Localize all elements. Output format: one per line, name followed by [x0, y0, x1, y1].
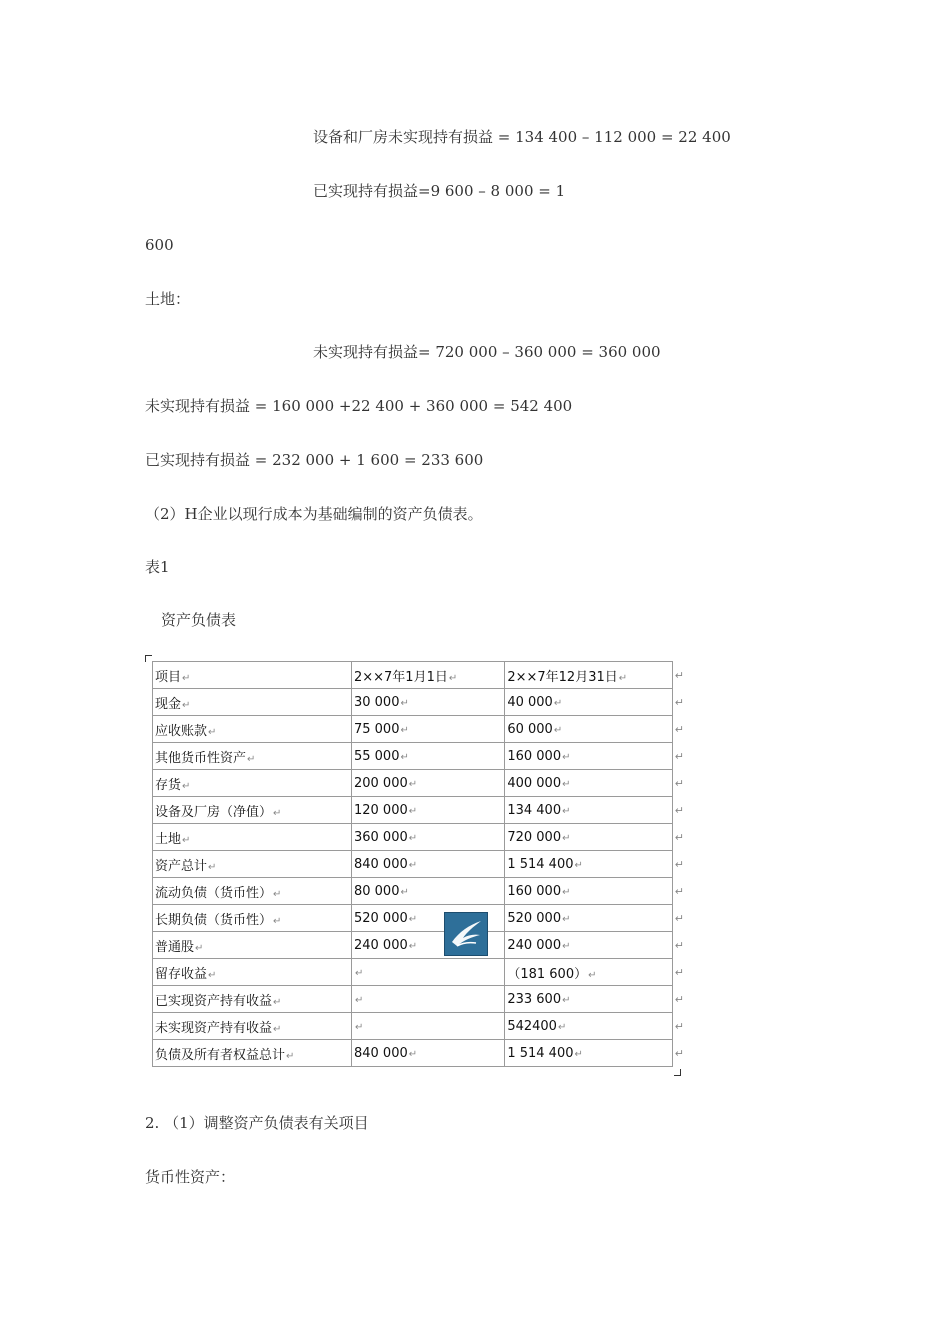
table-cell [153, 1040, 352, 1067]
paragraph-mark-icon: ↵ [562, 913, 571, 925]
table-header-cell [505, 662, 672, 689]
row-end-mark-icon: ↵ [674, 884, 684, 898]
row-end-mark-icon: ↵ [674, 992, 684, 1006]
table-cell [153, 743, 352, 770]
paragraph-mark-icon: ↵ [208, 726, 217, 738]
table-cell [505, 743, 672, 770]
table-row [153, 905, 687, 932]
paragraph-mark-icon: ↵ [273, 915, 282, 927]
table-cell [505, 824, 672, 851]
paragraph-mark-icon: ↵ [562, 994, 571, 1006]
table-title: 资产负债表 [161, 611, 237, 629]
paragraph-mark-icon: ↵ [400, 886, 409, 898]
table-cell [153, 770, 352, 797]
cell-text: 160 000 [507, 748, 562, 764]
table-cell [351, 851, 504, 878]
row-end-mark-icon: ↵ [674, 938, 684, 952]
paragraph-mark-icon: ↵ [273, 888, 282, 900]
paragraph-mark-icon: ↵ [448, 672, 458, 684]
table-cell [153, 851, 352, 878]
text-line-balance-sheet-intro: （2）H企业以现行成本为基础编制的资产负债表。 [145, 505, 483, 523]
paragraph-mark-icon: ↵ [408, 940, 418, 952]
table-cell [351, 878, 504, 905]
paragraph-mark-icon: ↵ [182, 834, 191, 846]
balance-sheet-table-wrapper [152, 661, 687, 1067]
paragraph-mark-icon: ↵ [182, 672, 191, 684]
row-end-mark-icon: ↵ [674, 749, 684, 763]
cell-text: 840 000 [353, 1045, 408, 1061]
cell-text: 负债及所有者权益总计 [155, 1047, 286, 1063]
paragraph-mark-icon: ↵ [618, 672, 628, 684]
row-end-mark-icon: ↵ [674, 830, 684, 844]
table-cell [351, 1040, 504, 1067]
row-end-mark-icon: ↵ [674, 1046, 684, 1060]
cell-text: 流动负债（货币性） [155, 885, 273, 901]
row-end-mark-icon: ↵ [674, 668, 684, 682]
table-header-row [153, 662, 687, 689]
table-cell [505, 905, 672, 932]
cell-text: 30 000 [353, 694, 400, 710]
paragraph-mark-icon: ↵ [247, 753, 256, 765]
table-cell [505, 1040, 672, 1067]
table-cell [505, 797, 672, 824]
table-cell [351, 689, 504, 716]
cell-text: （181 600） [507, 966, 588, 982]
cell-text: 160 000 [507, 883, 562, 899]
cell-text: 未实现资产持有收益 [155, 1020, 273, 1036]
text-line-land-label: 土地： [145, 290, 191, 308]
paragraph-mark-icon: ↵ [408, 832, 418, 844]
cell-text: 普通股 [155, 939, 195, 955]
cell-text: 资产总计 [155, 858, 208, 874]
cell-text: 120 000 [353, 802, 408, 818]
cell-text: 设备及厂房（净值） [155, 804, 273, 820]
paragraph-mark-icon: ↵ [354, 994, 364, 1006]
cell-text: 40 000 [507, 694, 553, 710]
cell-text: 75 000 [353, 721, 400, 737]
cell-text: 840 000 [353, 856, 408, 872]
table-cell [153, 878, 352, 905]
table-row [153, 986, 687, 1013]
row-end-mark-icon: ↵ [674, 857, 684, 871]
table-cell [351, 1013, 504, 1040]
table-cell [505, 689, 672, 716]
cell-text: 55 000 [353, 748, 400, 764]
table-number-label: 表1 [145, 558, 170, 576]
cell-text: 520 000 [507, 910, 562, 926]
table-row [153, 743, 687, 770]
row-end-mark-icon: ↵ [674, 803, 684, 817]
row-end-mark-icon: ↵ [674, 776, 684, 790]
paragraph-mark-icon: ↵ [273, 996, 282, 1008]
cell-text: 2××7年12月31日 [507, 669, 618, 685]
cell-text: 720 000 [507, 829, 562, 845]
cell-text: 现金 [155, 696, 182, 712]
row-end-mark-icon: ↵ [674, 722, 684, 736]
paragraph-mark-icon: ↵ [400, 724, 409, 736]
table-cell [153, 932, 352, 959]
table-cell [153, 905, 352, 932]
paragraph-mark-icon: ↵ [562, 751, 571, 763]
table-cell [505, 1013, 672, 1040]
table-row [153, 797, 687, 824]
cell-text: 土地 [155, 831, 182, 847]
paragraph-mark-icon: ↵ [286, 1050, 295, 1062]
cell-text: 520 000 [353, 910, 408, 926]
paragraph-mark-icon: ↵ [408, 805, 418, 817]
table-cell [505, 932, 672, 959]
cell-text: 存货 [155, 777, 182, 793]
table-header-cell [351, 662, 504, 689]
table-cell [153, 824, 352, 851]
table-cell [505, 851, 672, 878]
cell-text: 应收账款 [155, 723, 208, 739]
cell-text: 400 000 [507, 775, 562, 791]
paragraph-mark-icon: ↵ [408, 913, 418, 925]
paragraph-mark-icon: ↵ [553, 697, 563, 709]
table-cell [351, 716, 504, 743]
table-cell [351, 824, 504, 851]
paragraph-mark-icon: ↵ [273, 807, 282, 819]
table-cell [153, 689, 352, 716]
table-cell [153, 959, 352, 986]
paragraph-mark-icon: ↵ [408, 778, 418, 790]
cell-text: 80 000 [353, 883, 400, 899]
table-cell [505, 986, 672, 1013]
cell-text: 200 000 [353, 775, 408, 791]
paragraph-mark-icon: ↵ [562, 886, 571, 898]
paragraph-mark-icon: ↵ [208, 969, 217, 981]
paragraph-mark-icon: ↵ [354, 967, 364, 979]
cell-text: 240 000 [353, 937, 408, 953]
text-line-total-realized: 已实现持有损益 = 232 000 + 1 600 = 233 600 [145, 451, 484, 469]
paragraph-mark-icon: ↵ [553, 724, 563, 736]
paragraph-mark-icon: ↵ [562, 778, 571, 790]
cell-text: 留存收益 [155, 966, 208, 982]
row-end-mark-icon: ↵ [674, 695, 684, 709]
cell-text: 长期负债（货币性） [155, 912, 273, 928]
table-cell [351, 797, 504, 824]
table-row [153, 824, 687, 851]
bird-logo-icon [444, 912, 488, 956]
cell-text: 60 000 [507, 721, 553, 737]
table-row [153, 932, 687, 959]
paragraph-mark-icon: ↵ [182, 699, 191, 711]
cell-text: 1 514 400 [507, 1045, 574, 1061]
paragraph-mark-icon: ↵ [408, 859, 418, 871]
cell-text: 360 000 [353, 829, 408, 845]
paragraph-mark-icon: ↵ [557, 1021, 567, 1033]
row-end-mark-icon: ↵ [674, 965, 684, 979]
table-cell [351, 743, 504, 770]
text-line-realized-continued: 600 [145, 236, 174, 254]
row-end-mark-icon: ↵ [674, 1019, 684, 1033]
table-row [153, 716, 687, 743]
table-row [153, 959, 687, 986]
text-line-realized-partial: 已实现持有损益=9 600 – 8 000 = 1 [313, 182, 566, 200]
table-row [153, 1013, 687, 1040]
table-cell [351, 959, 504, 986]
paragraph-mark-icon: ↵ [208, 861, 217, 873]
table-cell [153, 716, 352, 743]
cell-text: 1 514 400 [507, 856, 574, 872]
cell-text: 233 600 [507, 991, 562, 1007]
table-cell [153, 986, 352, 1013]
paragraph-mark-icon: ↵ [574, 859, 583, 871]
paragraph-mark-icon: ↵ [588, 969, 597, 981]
table-row [153, 689, 687, 716]
cell-text: 542400 [507, 1018, 557, 1034]
cell-text: 项目 [155, 669, 182, 685]
cell-text: 已实现资产持有收益 [155, 993, 273, 1009]
cell-text: 2××7年1月1日 [353, 669, 448, 685]
table-corner-mark-bottom-right [674, 1069, 681, 1076]
cell-text: 134 400 [507, 802, 562, 818]
table-row [153, 878, 687, 905]
table-corner-mark-top-left [145, 655, 152, 662]
paragraph-mark-icon: ↵ [273, 1023, 282, 1035]
text-line-land-unrealized: 未实现持有损益= 720 000 – 360 000 = 360 000 [313, 343, 661, 361]
bird-logo-svg [445, 913, 487, 955]
table-cell [351, 986, 504, 1013]
paragraph-mark-icon: ↵ [354, 1021, 364, 1033]
paragraph-mark-icon: ↵ [400, 751, 409, 763]
paragraph-mark-icon: ↵ [400, 697, 409, 709]
table-cell [351, 770, 504, 797]
paragraph-mark-icon: ↵ [562, 805, 571, 817]
table-cell [505, 716, 672, 743]
table-cell [153, 1013, 352, 1040]
table-cell [153, 797, 352, 824]
table-cell [505, 959, 672, 986]
table-cell [505, 770, 672, 797]
table-row [153, 851, 687, 878]
paragraph-mark-icon: ↵ [562, 832, 571, 844]
paragraph-mark-icon: ↵ [195, 942, 204, 954]
paragraph-mark-icon: ↵ [574, 1048, 583, 1060]
text-line-monetary-assets: 货币性资产： [145, 1168, 236, 1186]
paragraph-mark-icon: ↵ [562, 940, 571, 952]
row-end-mark-icon: ↵ [674, 911, 684, 925]
text-line-adjust-items: 2. （1）调整资产负债表有关项目 [145, 1114, 369, 1132]
table-row [153, 1040, 687, 1067]
paragraph-mark-icon: ↵ [408, 1048, 418, 1060]
text-line-equipment-unrealized: 设备和厂房未实现持有损益 = 134 400 – 112 000 = 22 400 [313, 128, 731, 146]
table-cell [505, 878, 672, 905]
balance-sheet-table [152, 661, 687, 1067]
cell-text: 其他货币性资产 [155, 750, 247, 766]
table-row [153, 770, 687, 797]
paragraph-mark-icon: ↵ [182, 780, 191, 792]
text-line-total-unrealized: 未实现持有损益 = 160 000 +22 400 + 360 000 = 542 400 [145, 397, 573, 415]
cell-text: 240 000 [507, 937, 562, 953]
table-header-cell [153, 662, 352, 689]
